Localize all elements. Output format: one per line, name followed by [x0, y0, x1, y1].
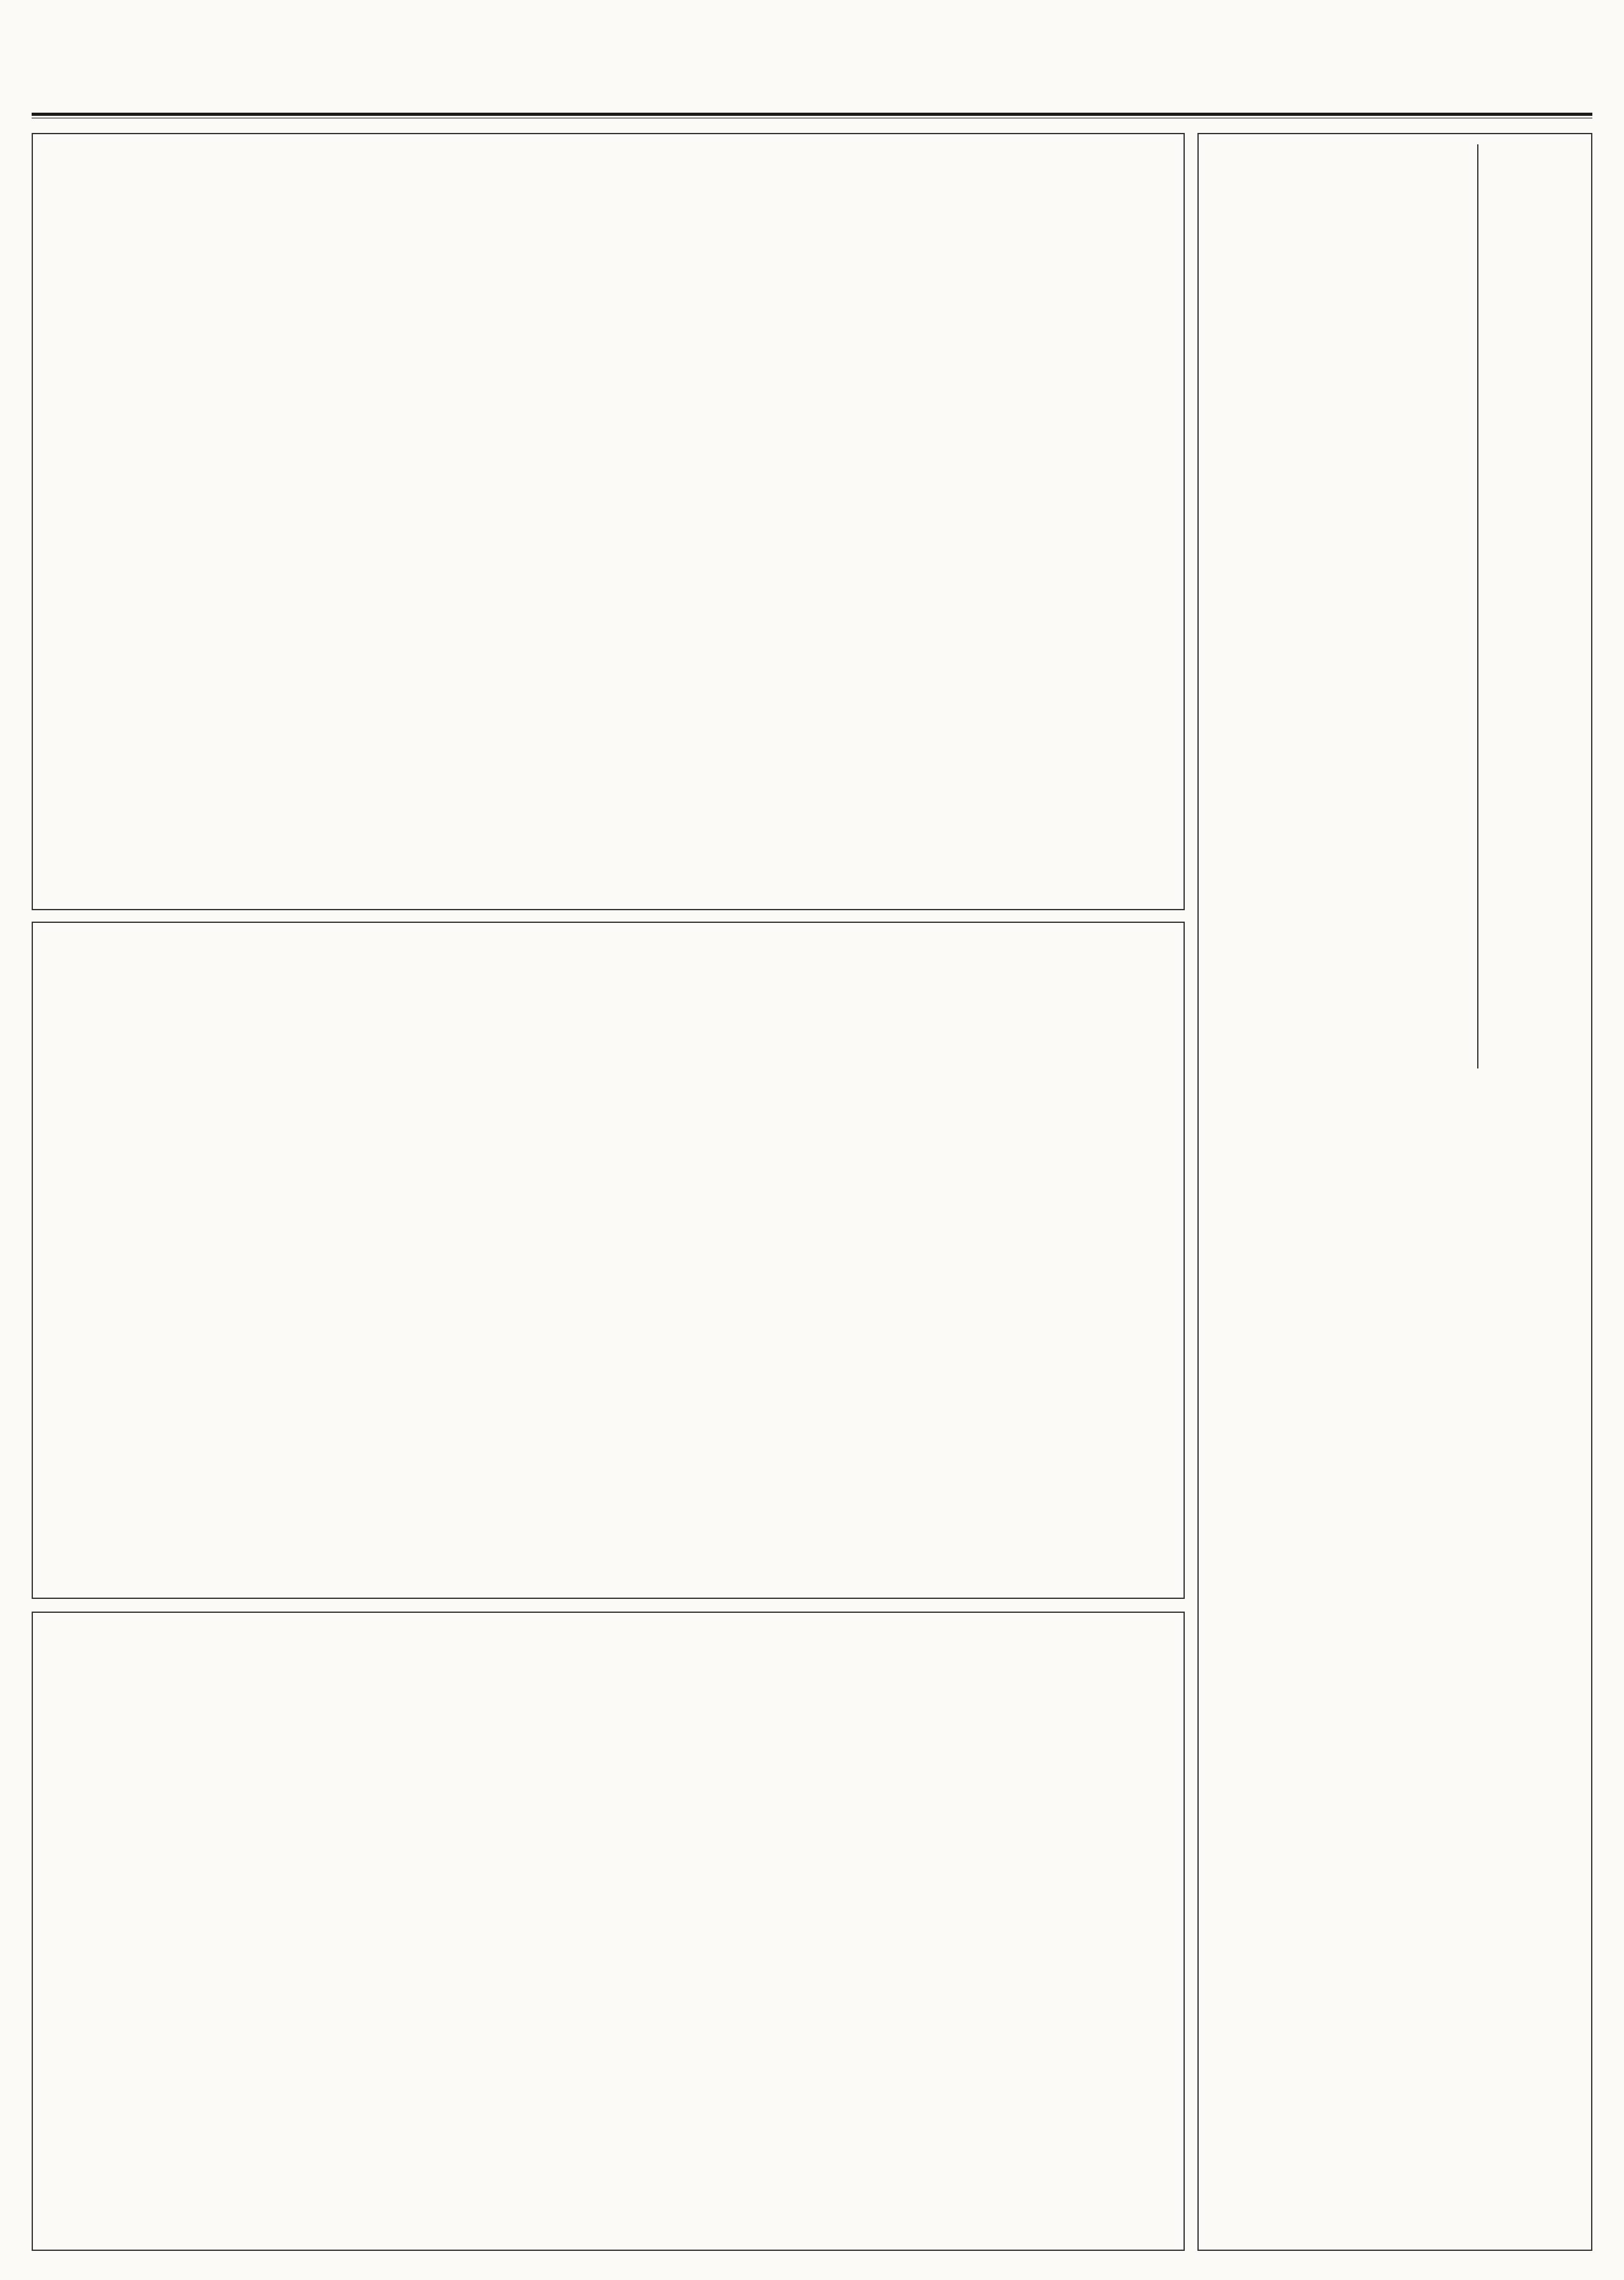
- masthead-rule: [32, 113, 1592, 116]
- article-3-col-2: [428, 1726, 789, 2242]
- article-2: [32, 922, 1185, 1599]
- article-3: [32, 1612, 1185, 2251]
- article-3-col-3: [806, 1726, 1167, 2217]
- article-4-intro: [1215, 153, 1466, 533]
- article-1-col-3: [806, 265, 1167, 872]
- article-3-col-1: [49, 1726, 410, 2242]
- article-1-col-2: [428, 265, 789, 898]
- article-2-col-3: [806, 1038, 1167, 1563]
- article-4-body: [1215, 539, 1466, 1071]
- article-2-col-1: [49, 1038, 410, 1588]
- article-1-col-1: [49, 265, 410, 898]
- article-4-body-lower: [1215, 1077, 1577, 2210]
- article-4: [1197, 133, 1592, 2251]
- article-2-col-2: [428, 1038, 789, 1588]
- article-4-title-box: [1477, 144, 1585, 1068]
- article-1: [32, 133, 1185, 910]
